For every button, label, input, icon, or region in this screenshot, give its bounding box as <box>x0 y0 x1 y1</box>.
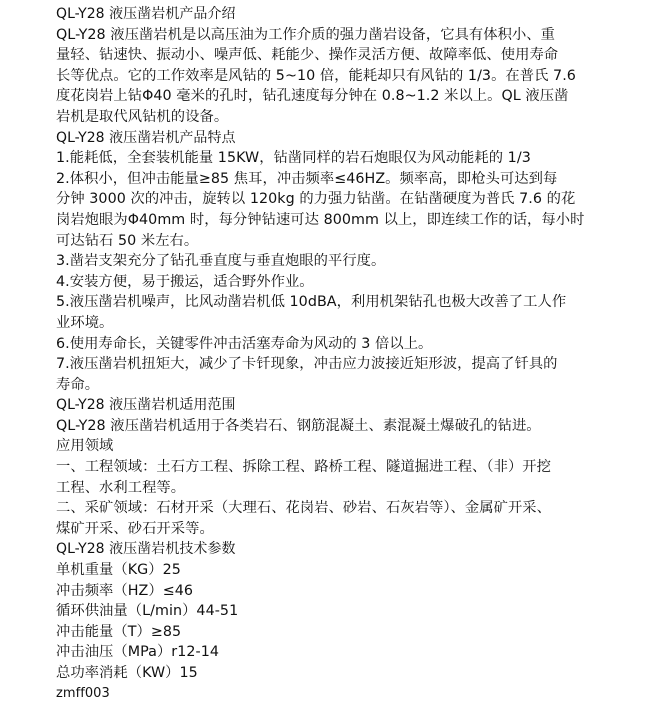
spec-line: 循环供油量（L/min）44-51 <box>56 603 239 620</box>
section-title-specs: QL-Y28 液压凿岩机技术参数 <box>56 541 236 558</box>
spec-line: 单机重量（KG）25 <box>56 562 181 579</box>
feature-line: 岗岩炮眼为Φ40mm 时，每分钟钻速可达 800mm 以上，即连续工作的话，每小时 <box>56 211 585 228</box>
section-title-applications: 应用领域 <box>56 438 114 455</box>
section-title-intro: QL-Y28 液压凿岩机产品介绍 <box>56 6 236 22</box>
application-line: 二、采矿领域：石材开采（大理石、花岗岩、砂岩、石灰岩等）、金属矿开采、 <box>56 500 551 517</box>
application-line: 工程、水利工程等。 <box>56 479 186 496</box>
feature-line: 2.体积小，但冲击能量≥85 焦耳，冲击频率≤46HZ。频率高，即枪头可达到每 <box>56 170 558 187</box>
document-code: zmff003 <box>56 685 110 701</box>
scope-line: QL-Y28 液压凿岩机适用于各类岩石、钢筋混凝土、素混凝土爆破孔的钻进。 <box>56 417 541 434</box>
section-title-features: QL-Y28 液压凿岩机产品特点 <box>56 129 236 146</box>
section-title-scope: QL-Y28 液压凿岩机适用范围 <box>56 397 236 414</box>
feature-line: 3.凿岩支架充分了钻孔垂直度与垂直炮眼的平行度。 <box>56 253 386 270</box>
feature-line: 6.使用寿命长，关键零件冲击活塞寿命为风动的 3 倍以上。 <box>56 335 433 352</box>
paragraph-line: QL-Y28 液压凿岩机是以高压油为工作介质的强力凿岩设备，它具有体积小、重 <box>56 26 555 43</box>
paragraph-line: 量轻、钻速快、振动小、噪声低、耗能少、操作灵活方便、故障率低、使用寿命 <box>56 47 559 64</box>
feature-line: 可达钻石 50 米左右。 <box>56 232 199 249</box>
application-line: 一、工程领域：土石方工程、拆除工程、路桥工程、隧道掘进工程、（非）开挖 <box>56 459 551 476</box>
feature-line: 4.安装方便，易于搬运，适合野外作业。 <box>56 273 314 290</box>
spec-line: 总功率消耗（KW）15 <box>56 665 198 681</box>
paragraph-line: 度花岗岩上钻Φ40 毫米的孔时，钻孔速度每分钟在 0.8~1.2 米以上。QL 液压凿 <box>56 88 569 105</box>
feature-line: 7.液压凿岩机扭矩大，减少了卡钎现象，冲击应力波接近矩形波，提高了钎具的 <box>56 356 558 373</box>
feature-line: 寿命。 <box>56 376 100 393</box>
feature-line: 1.能耗低，全套装机能量 15KW，钻凿同样的岩石炮眼仅为风动能耗的 1/3 <box>56 150 531 167</box>
spec-line: 冲击油压（MPa）r12-14 <box>56 644 220 661</box>
spec-line: 冲击频率（HZ）≤46 <box>56 582 194 599</box>
feature-line: 业环境。 <box>56 314 114 331</box>
paragraph-line: 岩机是取代风钻机的设备。 <box>56 108 229 125</box>
feature-line: 分钟 3000 次的冲击，旋转以 120kg 的力强力钻凿。在钻凿硬度为普氏 7.6 的花 <box>56 191 576 208</box>
application-line: 煤矿开采、砂石开采等。 <box>56 520 214 537</box>
feature-line: 5.液压凿岩机噪声，比风动凿岩机低 10dBA，利用机架钻孔也极大改善了工人作 <box>56 294 567 311</box>
spec-line: 冲击能量（T）≥85 <box>56 623 182 640</box>
paragraph-line: 长等优点。它的工作效率是风钻的 5~10 倍，能耗却只有风钻的 1/3。在普氏 7.6 <box>56 67 576 84</box>
